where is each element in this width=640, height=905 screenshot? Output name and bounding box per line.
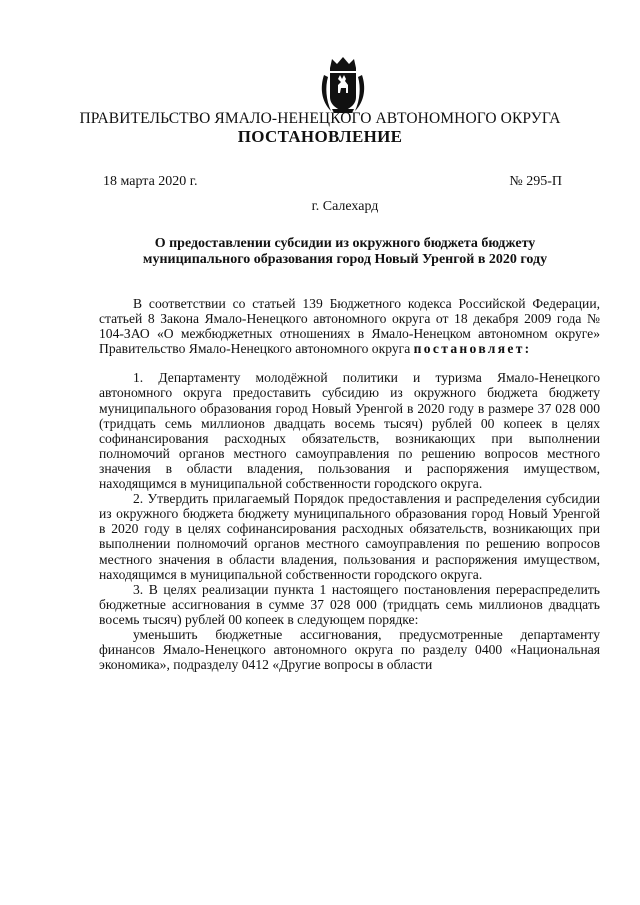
paragraph-3-subitem: уменьшить бюджетные ассигнования, предусмотренные департаменту финансов Ямало-Ненецкого автономного округа по разделу 0400 «Национальная экономика», подразделу 0412 «Другие вопросы в области: [99, 626, 600, 673]
government-title: ПРАВИТЕЛЬСТВО ЯМАЛО-НЕНЕЦКОГО АВТОНОМНОГО ОКРУГА: [79, 110, 561, 127]
document-city: г. Салехард: [311, 199, 379, 214]
coat-of-arms-icon: [318, 55, 368, 115]
preamble-text: В соответствии со статьей 139 Бюджетного кодекса Российской Федерации, статьей 8 Закона Ямало-Ненецкого автономного округа от 18 декабря 2009 года № 104-ЗАО «О межбюджетных отношениях в Ямало-Ненецком автономном округе» Правительство Ямало-Ненецкого автономного округа: [99, 296, 600, 357]
document-date: 18 марта 2020 г.: [103, 174, 198, 189]
document-subject: О предоставлении субсидии из окружного бюджета бюджету муниципального образования город Новый Уренгой в 2020 году: [142, 236, 548, 267]
paragraph-3: 3. В целях реализации пункта 1 настоящего постановления перераспределить бюджетные ассигнования в сумме 37 028 000 (тридцать семь миллионов двадцать восемь тысяч) рублей 00 копеек в следующем порядке:: [99, 581, 600, 627]
paragraph-1: 1. Департаменту молодёжной политики и туризма Ямало-Ненецкого автономного округа предоставить субсидию из окружного бюджета бюджету муниципального образования город Новый Уренгой в 2020 году в размере 37 028 000 (тридцать семь миллионов двадцать восемь тысяч) рублей 00 копеек в целях софинансирования расходных обязательств, возникающих при выполнении полномочий органов местного самоуправления по решению вопросов местного значения в области владения, пользования и распоряжения имуществом, находящимся в муниципальной собственности городского округа.: [99, 370, 600, 492]
resolves-word: постановляет:: [413, 341, 532, 357]
document-number: № 295-П: [509, 174, 562, 189]
paragraph-2: 2. Утвердить прилагаемый Порядок предоставления и распределения субсидии из окружного бюджета бюджету муниципального образования город Новый Уренгой в 2020 году в целях софинансирования расходных обязательств, возникающих при выполнении полномочий органов местного самоуправления по решению вопросов местного значения в области владения, пользования и распоряжения имуществом, находящимся в муниципальной собственности городского округа.: [99, 491, 600, 582]
document-body: [99, 296, 600, 672]
document-type-title: ПОСТАНОВЛЕНИЕ: [237, 127, 403, 146]
preamble-paragraph: [99, 296, 600, 356]
